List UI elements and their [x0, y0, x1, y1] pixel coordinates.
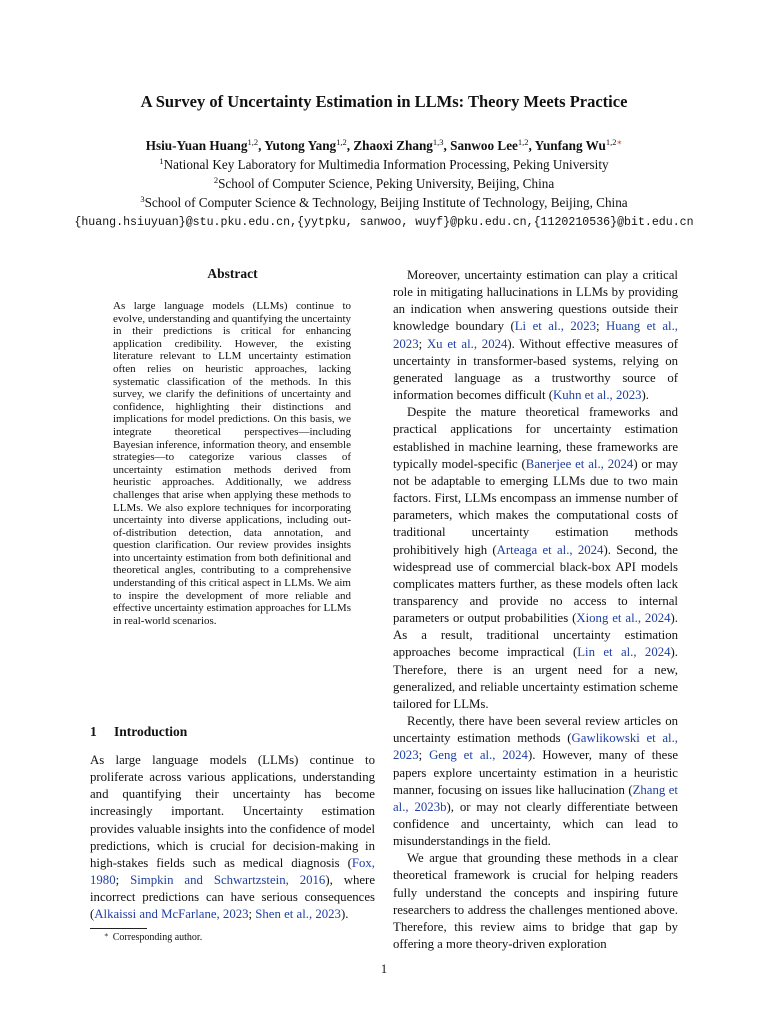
body-paragraph: As large language models (LLMs) continue to proliferate across various applications, understanding and quantifying their uncertainty has become increasingly important. Uncertainty estimation provides valuable insights into the confidence of model predictions, which is crucial for decision-making in high-stakes fields such as medical diagnosis (Fox, 1980; Simpkin and Schwartzstein, 2016), where incorrect predictions can have serious consequences (Alkaissi and McFarlane, 2023; Shen et al., 2023). [90, 753, 376, 922]
footnote-rule [90, 928, 147, 929]
citation-link[interactable]: Arteaga et al., 2024 [496, 542, 604, 557]
citation-link[interactable]: Gawlikowski et al., 2023 [393, 731, 678, 763]
abstract-heading: Abstract [207, 266, 258, 281]
author-name: Hsiu-Yuan Huang [145, 138, 248, 153]
footnote-text: Corresponding author. [112, 932, 203, 943]
citation-link[interactable]: Lin et al., 2024 [577, 645, 671, 660]
citation-link[interactable]: Banerjee et al., 2024 [525, 456, 634, 471]
author-affiliation-mark: 1,2∗ [605, 137, 623, 147]
intro-left-column [90, 752, 375, 924]
abstract-text: As large language models (LLMs) continue to evolve, understanding and quantifying the uncertainty in their predictions is critical for enhancing application credibility. However, the existing literature relevant to LLM uncertainty estimation often relies on heuristic approaches, lacking systematic classification of the methods. In this survey, we clarify the definitions of uncertainty and confidence, highlighting their distinctions and implications for model predictions. On this basis, we integrate theoretical perspectives—including Bayesian inference, information theory, and ensemble strategies—to categorize various classes of uncertainty estimation methods derived from heuristic approaches. Additionally, we address challenges that arise when applying these methods to LLMs. We also explore techniques for incorporating uncertainty into diverse applications, including out-of-distribution detection, data annotation, and question clarification. Our review provides insights into uncertainty estimation from both definitional and theoretical angles, contributing to a comprehensive understanding of this critical aspect in LLMs. We aim to inspire the development of more reliable and effective uncertainty estimation approaches for LLMs in real-world scenarios. [113, 300, 351, 627]
author-list: Hsiu-Yuan Huang$^{1,2}$, Yutong Yang$^{1,2}$, Zhaoxi Zhang$^{1,3}$, Sanwoo Lee$^{1,2}$, Yunfang $Wu^{1,2∗}$ [145, 137, 623, 153]
affiliation-line [0, 155, 768, 174]
citation-link[interactable]: Xiong et al., 2024 [576, 611, 671, 626]
citation-link[interactable]: Zhang et al., 2023b [393, 782, 678, 814]
author-affiliation-mark: 1,2 [517, 137, 529, 147]
footnote [104, 931, 202, 943]
author-name: Zhaoxi Zhang [353, 138, 433, 153]
citation-link[interactable]: Geng et al., 2024 [429, 748, 528, 763]
section-number: 1 [90, 724, 97, 739]
citation-link[interactable]: Xu et al., 2024 [426, 336, 508, 351]
author-name: Sanwoo Lee [450, 138, 518, 153]
affiliation-number: 3 [140, 194, 145, 204]
body-paragraph: We argue that grounding these methods in a clear theoretical framework is crucial for helping readers fully understand the concepts and inspiring future researchers to address the challenges mentioned above. Therefore, this review aims to bridge that gap by offering a more theory-driven exploration [393, 851, 678, 952]
body-paragraph: Recently, there have been several review articles on uncertainty estimation methods (Gawlikowski et al., 2023; Geng et al., 2024). However, many of these papers explore uncertainty estimation in a heuristic manner, focusing on issues like hallucination (Zhang et al., 2023b), or may not clearly differentiate between confidence and uncertainty, which can lead to misunderstandings in the field. [393, 714, 679, 849]
author-affiliation-mark: 1,3 [432, 137, 444, 147]
citation-link[interactable]: Simpkin and Schwartzstein, 2016 [130, 873, 326, 888]
author-affiliation-mark: 1,2 [336, 137, 347, 147]
author-name: Yutong Yang [264, 138, 337, 153]
affiliation-text: School of Computer Science, Peking University, Beijing, China [218, 176, 555, 191]
corresponding-author-mark: ∗ [616, 137, 623, 147]
citation-link[interactable]: Li et al., 2023 [514, 319, 596, 334]
affiliation-number: 2 [213, 175, 219, 185]
affiliation-line [0, 193, 768, 212]
citation-link[interactable]: Kuhn et al., 2023 [553, 388, 642, 403]
body-paragraph: Despite the mature theoretical frameworks and practical applications for uncertainty estimation established in machine learning, these frameworks are typically model-specific (Banerjee et al., 2024) or may not be adaptable to emerging LLMs due to two main factors. First, LLMs encompass an immense number of parameters, which makes the computational costs of traditional uncertainty estimation methods prohibitively high (Arteaga et al., 2024). Second, the widespread use of commercial black-box API models complicates matters further, as these models often lack transparency and provide no access to internal parameters or output probabilities (Xiong et al., 2024). As a result, traditional uncertainty estimation approaches become impractical (Lin et al., 2024). Therefore, there is an urgent need for a new, generalized, and reliable uncertainty estimation scheme tailored for LLMs. [393, 405, 678, 711]
body-paragraph: Moreover, uncertainty estimation can play a critical role in mitigating hallucinations in LLMs by providing an indication when answering questions outside their knowledge boundary (Li et al., 2023; Huang et al., 2023; Xu et al., 2024). Without effective measures of uncertainty in transformer-based systems, relying on generated language as a trustworthy source of information becomes difficult (Kuhn et al., 2023). [393, 268, 678, 403]
affiliation-text: National Key Laboratory for Multimedia Information Processing, Peking University [163, 157, 609, 172]
section-heading-introduction [90, 724, 187, 740]
intro-right-column [393, 267, 678, 953]
affiliation-text: School of Computer Science & Technology, Beijing Institute of Technology, Beijing, China [144, 195, 628, 210]
author-block [0, 136, 768, 232]
citation-link[interactable]: Huang et al., 2023 [393, 319, 678, 351]
citation-link[interactable]: Shen et al., 2023 [255, 907, 341, 922]
page-number: 1 [380, 962, 388, 976]
author-emails: {huang.hsiuyuan}@stu.pku.edu.cn,{yytpku, sanwoo, wuyf}@pku.edu.cn,{1120210536}@bit.edu.cn [74, 216, 694, 229]
citation-link[interactable]: Alkaissi and McFarlane, 2023 [94, 907, 249, 922]
affiliations [0, 155, 768, 212]
author-affiliation-mark: 1,2 [247, 137, 259, 147]
author-name: Yunfang Wu [534, 138, 606, 153]
affiliation-line [0, 174, 768, 193]
footnote-mark: ∗ [104, 931, 109, 939]
citation-link[interactable]: Fox, 1980 [90, 855, 375, 888]
paper-title: A Survey of Uncertainty Estimation in LLMs: Theory Meets Practice [140, 92, 628, 111]
affiliation-number: 1 [159, 156, 164, 166]
section-title: Introduction [114, 724, 188, 739]
